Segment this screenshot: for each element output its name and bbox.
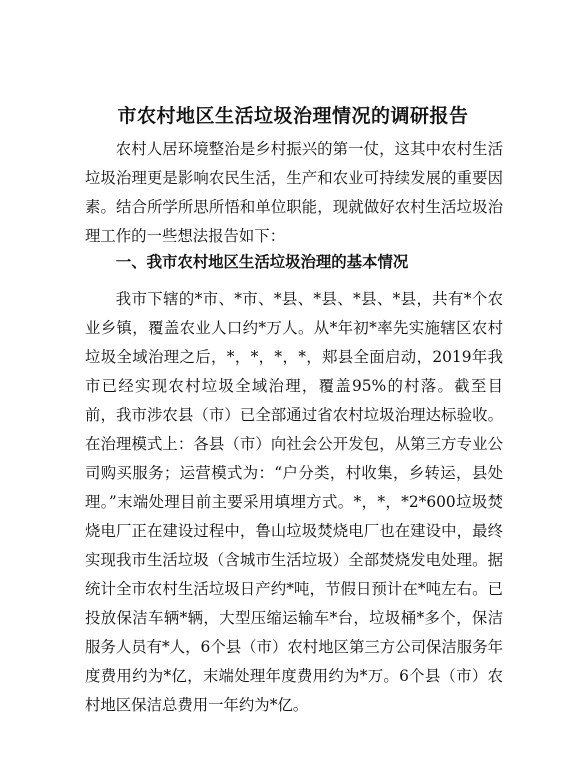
- section-body: [85, 285, 503, 720]
- section-heading: 一、我市农村地区生活垃圾治理的基本情况: [115, 253, 409, 271]
- section-paragraph: 我市下辖的*市、*市、*县、*县、*县、*县，共有*个农业乡镇，覆盖农业人口约*万人。从*年初*率先实施辖区农村垃圾全域治理之后，*，*，*，*，郏县全面启动，2019年我市已经实现农村垃圾全域治理，覆盖95%的村落。截至目前，我市涉农县（市）已全部通过省农村垃圾治理达标验收。在治理模式上：各县（市）向社会公开发包，从第三方专业公司购买服务；运营模式为：“户分类，村收集，乡转运，县处理。”末端处理目前主要采用填埋方式。*，*，*2*600垃圾焚烧电厂正在建设过程中，鲁山垃圾焚烧电厂也在建设中，最终实现我市生活垃圾（含城市生活垃圾）全部焚烧发电处理。据统计全市农村生活垃圾日产约*吨，节假日预计在*吨左右。已投放保洁车辆*辆，大型压缩运输车*台，垃圾桶*多个，保洁服务人员有*人，6个县（市）农村地区第三方公司保洁服务年度费用约为*亿，末端处理年度费用约为*万。6个县（市）农村地区保洁总费用一年约为*亿。: [85, 290, 503, 714]
- document-title: 市农村地区生活垃圾治理情况的调研报告: [117, 105, 469, 127]
- intro-paragraph: 农村人居环境整治是乡村振兴的第一仗，这其中农村生活垃圾治理更是影响农民生活，生产和农业可持续发展的重要因素。结合所学所思所悟和单位职能，现就做好农村生活垃圾治理工作的一些想法报告如下：: [85, 140, 503, 245]
- intro-section: [85, 135, 503, 251]
